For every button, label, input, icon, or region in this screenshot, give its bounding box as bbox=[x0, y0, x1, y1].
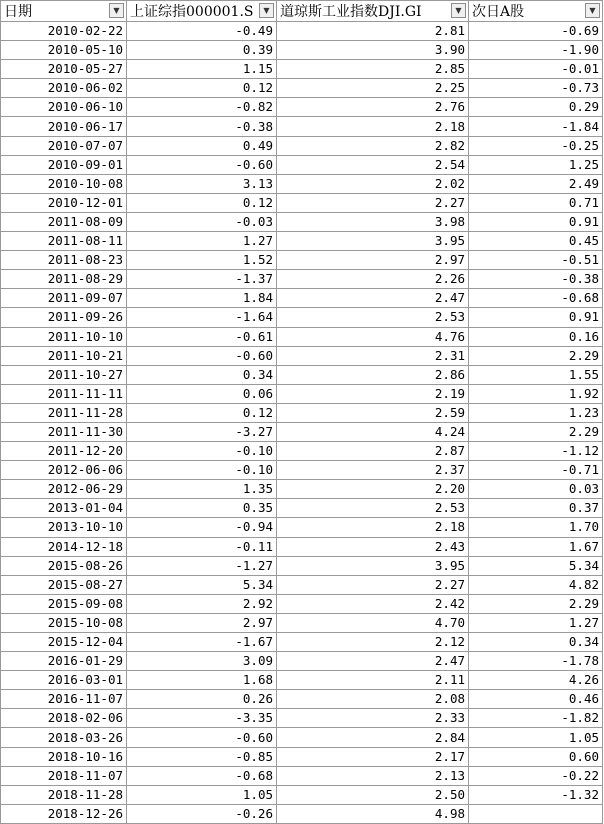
shanghai-composite-cell[interactable]: 1.52 bbox=[127, 251, 277, 270]
dow-jones-cell[interactable]: 2.53 bbox=[277, 308, 469, 327]
date-cell[interactable]: 2018-12-26 bbox=[1, 804, 127, 823]
next-day-a-share-cell[interactable]: 0.03 bbox=[469, 480, 603, 499]
date-cell[interactable]: 2012-06-29 bbox=[1, 480, 127, 499]
date-cell[interactable]: 2011-09-07 bbox=[1, 289, 127, 308]
date-cell[interactable]: 2010-10-08 bbox=[1, 174, 127, 193]
date-cell[interactable]: 2013-10-10 bbox=[1, 518, 127, 537]
next-day-a-share-cell[interactable]: 2.29 bbox=[469, 594, 603, 613]
filter-dropdown-icon[interactable]: ▼ bbox=[585, 3, 600, 18]
dow-jones-cell[interactable]: 2.47 bbox=[277, 289, 469, 308]
next-day-a-share-cell[interactable]: 1.55 bbox=[469, 365, 603, 384]
next-day-a-share-cell[interactable]: 0.16 bbox=[469, 327, 603, 346]
dow-jones-cell[interactable]: 2.85 bbox=[277, 60, 469, 79]
header-row bbox=[1, 1, 603, 22]
next-day-a-share-cell[interactable]: 1.05 bbox=[469, 728, 603, 747]
next-day-a-share-cell[interactable]: 5.34 bbox=[469, 556, 603, 575]
dow-jones-cell[interactable]: 2.31 bbox=[277, 346, 469, 365]
dow-jones-cell[interactable]: 2.37 bbox=[277, 461, 469, 480]
shanghai-composite-cell[interactable]: 3.09 bbox=[127, 652, 277, 671]
table-row bbox=[1, 499, 603, 518]
shanghai-composite-cell[interactable]: 0.26 bbox=[127, 690, 277, 709]
date-cell[interactable]: 2012-06-06 bbox=[1, 461, 127, 480]
shanghai-composite-cell[interactable]: 2.97 bbox=[127, 613, 277, 632]
date-cell[interactable]: 2010-05-27 bbox=[1, 60, 127, 79]
dow-jones-cell[interactable]: 4.70 bbox=[277, 613, 469, 632]
next-day-a-share-cell[interactable]: -0.68 bbox=[469, 289, 603, 308]
next-day-a-share-cell[interactable]: 1.92 bbox=[469, 384, 603, 403]
next-day-a-share-cell[interactable]: 0.71 bbox=[469, 193, 603, 212]
table-row bbox=[1, 212, 603, 231]
shanghai-composite-cell[interactable]: -3.35 bbox=[127, 709, 277, 728]
shanghai-composite-cell[interactable]: -0.60 bbox=[127, 155, 277, 174]
shanghai-composite-cell[interactable]: 0.12 bbox=[127, 193, 277, 212]
table-row bbox=[1, 232, 603, 251]
filter-dropdown-icon[interactable]: ▼ bbox=[259, 3, 274, 18]
dow-jones-cell[interactable]: 2.82 bbox=[277, 136, 469, 155]
shanghai-composite-cell[interactable]: 1.15 bbox=[127, 60, 277, 79]
table-row bbox=[1, 613, 603, 632]
shanghai-composite-cell[interactable]: 5.34 bbox=[127, 575, 277, 594]
date-cell[interactable]: 2011-08-29 bbox=[1, 270, 127, 289]
next-day-a-share-cell[interactable]: 1.23 bbox=[469, 403, 603, 422]
next-day-a-share-cell[interactable]: -1.82 bbox=[469, 709, 603, 728]
shanghai-composite-cell[interactable]: -0.49 bbox=[127, 22, 277, 41]
table-row bbox=[1, 575, 603, 594]
next-day-a-share-cell[interactable]: 1.70 bbox=[469, 518, 603, 537]
dow-jones-cell[interactable]: 2.17 bbox=[277, 747, 469, 766]
next-day-a-share-cell[interactable]: -0.71 bbox=[469, 461, 603, 480]
next-day-a-share-cell[interactable]: -0.73 bbox=[469, 79, 603, 98]
shanghai-composite-cell[interactable]: 0.34 bbox=[127, 365, 277, 384]
shanghai-composite-cell[interactable]: -1.37 bbox=[127, 270, 277, 289]
table-row bbox=[1, 690, 603, 709]
table-row bbox=[1, 289, 603, 308]
date-cell[interactable]: 2018-02-06 bbox=[1, 709, 127, 728]
next-day-a-share-cell[interactable]: 0.45 bbox=[469, 232, 603, 251]
dow-jones-cell[interactable]: 2.27 bbox=[277, 575, 469, 594]
shanghai-composite-cell[interactable]: 1.84 bbox=[127, 289, 277, 308]
shanghai-composite-cell[interactable]: -0.38 bbox=[127, 117, 277, 136]
date-cell[interactable]: 2011-11-30 bbox=[1, 422, 127, 441]
shanghai-composite-cell[interactable]: 1.68 bbox=[127, 671, 277, 690]
table-row bbox=[1, 155, 603, 174]
date-cell[interactable]: 2016-03-01 bbox=[1, 671, 127, 690]
table-row bbox=[1, 117, 603, 136]
dow-jones-cell[interactable]: 2.86 bbox=[277, 365, 469, 384]
dow-jones-cell[interactable]: 2.02 bbox=[277, 174, 469, 193]
column-header-date[interactable] bbox=[1, 1, 127, 22]
table-row bbox=[1, 98, 603, 117]
next-day-a-share-cell[interactable]: -0.38 bbox=[469, 270, 603, 289]
table-row bbox=[1, 22, 603, 41]
dow-jones-cell[interactable]: 2.53 bbox=[277, 499, 469, 518]
table-row bbox=[1, 79, 603, 98]
next-day-a-share-cell[interactable]: 4.82 bbox=[469, 575, 603, 594]
date-cell[interactable]: 2010-06-10 bbox=[1, 98, 127, 117]
date-cell[interactable]: 2011-09-26 bbox=[1, 308, 127, 327]
date-cell[interactable]: 2010-06-02 bbox=[1, 79, 127, 98]
shanghai-composite-cell[interactable]: 0.35 bbox=[127, 499, 277, 518]
dow-jones-cell[interactable]: 2.12 bbox=[277, 633, 469, 652]
date-cell[interactable]: 2011-10-21 bbox=[1, 346, 127, 365]
shanghai-composite-cell[interactable]: -0.82 bbox=[127, 98, 277, 117]
next-day-a-share-cell[interactable]: 0.29 bbox=[469, 98, 603, 117]
dow-jones-cell[interactable]: 2.11 bbox=[277, 671, 469, 690]
next-day-a-share-cell[interactable]: -0.01 bbox=[469, 60, 603, 79]
shanghai-composite-cell[interactable]: -1.27 bbox=[127, 556, 277, 575]
next-day-a-share-cell[interactable]: 0.91 bbox=[469, 212, 603, 231]
filter-dropdown-icon[interactable]: ▼ bbox=[109, 3, 124, 18]
shanghai-composite-cell[interactable]: -0.11 bbox=[127, 537, 277, 556]
column-header-next-day-a-share[interactable] bbox=[469, 1, 603, 22]
shanghai-composite-cell[interactable]: 0.06 bbox=[127, 384, 277, 403]
dow-jones-cell[interactable]: 2.08 bbox=[277, 690, 469, 709]
table-row bbox=[1, 766, 603, 785]
column-header-label: 次日A股 bbox=[472, 4, 525, 20]
shanghai-composite-cell[interactable]: 1.27 bbox=[127, 232, 277, 251]
shanghai-composite-cell[interactable]: -0.68 bbox=[127, 766, 277, 785]
shanghai-composite-cell[interactable]: 0.12 bbox=[127, 403, 277, 422]
next-day-a-share-cell[interactable]: -1.32 bbox=[469, 785, 603, 804]
next-day-a-share-cell[interactable]: 2.29 bbox=[469, 422, 603, 441]
table-row bbox=[1, 747, 603, 766]
date-cell[interactable]: 2015-12-04 bbox=[1, 633, 127, 652]
dow-jones-cell[interactable]: 2.20 bbox=[277, 480, 469, 499]
table-row bbox=[1, 41, 603, 60]
date-cell[interactable]: 2018-11-28 bbox=[1, 785, 127, 804]
shanghai-composite-cell[interactable]: -0.10 bbox=[127, 461, 277, 480]
table-row bbox=[1, 709, 603, 728]
date-cell[interactable]: 2011-11-28 bbox=[1, 403, 127, 422]
table-row bbox=[1, 785, 603, 804]
next-day-a-share-cell[interactable]: 1.67 bbox=[469, 537, 603, 556]
dow-jones-cell[interactable]: 2.76 bbox=[277, 98, 469, 117]
table-row bbox=[1, 671, 603, 690]
shanghai-composite-cell[interactable]: -1.64 bbox=[127, 308, 277, 327]
next-day-a-share-cell[interactable]: -1.12 bbox=[469, 442, 603, 461]
shanghai-composite-cell[interactable]: 3.13 bbox=[127, 174, 277, 193]
shanghai-composite-cell[interactable]: 0.39 bbox=[127, 41, 277, 60]
next-day-a-share-cell[interactable]: 2.49 bbox=[469, 174, 603, 193]
shanghai-composite-cell[interactable]: -0.60 bbox=[127, 728, 277, 747]
dow-jones-cell[interactable]: 2.18 bbox=[277, 117, 469, 136]
next-day-a-share-cell[interactable]: 1.27 bbox=[469, 613, 603, 632]
dow-jones-cell[interactable]: 3.90 bbox=[277, 41, 469, 60]
next-day-a-share-cell[interactable]: 0.37 bbox=[469, 499, 603, 518]
table-row bbox=[1, 728, 603, 747]
date-cell[interactable]: 2010-09-01 bbox=[1, 155, 127, 174]
filter-dropdown-icon[interactable]: ▼ bbox=[451, 3, 466, 18]
table-row bbox=[1, 136, 603, 155]
dow-jones-cell[interactable]: 2.81 bbox=[277, 22, 469, 41]
dow-jones-cell[interactable]: 4.24 bbox=[277, 422, 469, 441]
shanghai-composite-cell[interactable]: -0.26 bbox=[127, 804, 277, 823]
shanghai-composite-cell[interactable]: -0.03 bbox=[127, 212, 277, 231]
dow-jones-cell[interactable]: 3.95 bbox=[277, 556, 469, 575]
table-row bbox=[1, 537, 603, 556]
shanghai-composite-cell[interactable]: -0.10 bbox=[127, 442, 277, 461]
date-cell[interactable]: 2010-05-10 bbox=[1, 41, 127, 60]
dow-jones-cell[interactable]: 2.59 bbox=[277, 403, 469, 422]
column-header-label: 道琼斯工业指数DJI.GI bbox=[280, 4, 422, 20]
dow-jones-cell[interactable]: 2.18 bbox=[277, 518, 469, 537]
table-row bbox=[1, 251, 603, 270]
date-cell[interactable]: 2010-06-17 bbox=[1, 117, 127, 136]
shanghai-composite-cell[interactable]: -0.85 bbox=[127, 747, 277, 766]
next-day-a-share-cell[interactable]: 0.60 bbox=[469, 747, 603, 766]
date-cell[interactable]: 2011-08-23 bbox=[1, 251, 127, 270]
shanghai-composite-cell[interactable]: 0.12 bbox=[127, 79, 277, 98]
dow-jones-cell[interactable]: 2.26 bbox=[277, 270, 469, 289]
table-row bbox=[1, 556, 603, 575]
date-cell[interactable]: 2016-11-07 bbox=[1, 690, 127, 709]
next-day-a-share-cell[interactable]: -1.84 bbox=[469, 117, 603, 136]
date-cell[interactable]: 2011-08-11 bbox=[1, 232, 127, 251]
table-row bbox=[1, 804, 603, 823]
date-cell[interactable]: 2011-11-11 bbox=[1, 384, 127, 403]
date-cell[interactable]: 2015-08-26 bbox=[1, 556, 127, 575]
shanghai-composite-cell[interactable]: -1.67 bbox=[127, 633, 277, 652]
date-cell[interactable]: 2018-11-07 bbox=[1, 766, 127, 785]
date-cell[interactable]: 2014-12-18 bbox=[1, 537, 127, 556]
table-row bbox=[1, 594, 603, 613]
table-row bbox=[1, 174, 603, 193]
table-row bbox=[1, 422, 603, 441]
table-row bbox=[1, 403, 603, 422]
dow-jones-cell[interactable]: 2.50 bbox=[277, 785, 469, 804]
next-day-a-share-cell[interactable]: 0.34 bbox=[469, 633, 603, 652]
table-row bbox=[1, 480, 603, 499]
table-body bbox=[1, 22, 603, 824]
dow-jones-cell[interactable]: 4.76 bbox=[277, 327, 469, 346]
table-row bbox=[1, 384, 603, 403]
dow-jones-cell[interactable]: 2.97 bbox=[277, 251, 469, 270]
date-cell[interactable]: 2015-08-27 bbox=[1, 575, 127, 594]
next-day-a-share-cell[interactable]: -1.90 bbox=[469, 41, 603, 60]
date-cell[interactable]: 2010-02-22 bbox=[1, 22, 127, 41]
dow-jones-cell[interactable]: 2.13 bbox=[277, 766, 469, 785]
next-day-a-share-cell[interactable]: 2.29 bbox=[469, 346, 603, 365]
dow-jones-cell[interactable]: 2.84 bbox=[277, 728, 469, 747]
dow-jones-cell[interactable]: 2.27 bbox=[277, 193, 469, 212]
next-day-a-share-cell[interactable]: -0.69 bbox=[469, 22, 603, 41]
column-header-label: 上证综指000001.S bbox=[130, 4, 254, 20]
shanghai-composite-cell[interactable]: 0.49 bbox=[127, 136, 277, 155]
dow-jones-cell[interactable]: 2.43 bbox=[277, 537, 469, 556]
table-row bbox=[1, 652, 603, 671]
date-cell[interactable]: 2016-01-29 bbox=[1, 652, 127, 671]
shanghai-composite-cell[interactable]: -0.61 bbox=[127, 327, 277, 346]
next-day-a-share-cell[interactable]: -0.22 bbox=[469, 766, 603, 785]
table-row bbox=[1, 270, 603, 289]
date-cell[interactable]: 2010-12-01 bbox=[1, 193, 127, 212]
column-header-label: 日期 bbox=[4, 4, 32, 20]
dow-jones-cell[interactable]: 3.98 bbox=[277, 212, 469, 231]
table-row bbox=[1, 346, 603, 365]
date-cell[interactable]: 2018-03-26 bbox=[1, 728, 127, 747]
column-header-dow-jones[interactable] bbox=[277, 1, 469, 22]
shanghai-composite-cell[interactable]: -3.27 bbox=[127, 422, 277, 441]
next-day-a-share-cell[interactable]: -0.51 bbox=[469, 251, 603, 270]
date-cell[interactable]: 2011-10-10 bbox=[1, 327, 127, 346]
dow-jones-cell[interactable]: 2.19 bbox=[277, 384, 469, 403]
table-row bbox=[1, 60, 603, 79]
table-row bbox=[1, 365, 603, 384]
table-row bbox=[1, 633, 603, 652]
next-day-a-share-cell[interactable]: 4.26 bbox=[469, 671, 603, 690]
shanghai-composite-cell[interactable]: 1.05 bbox=[127, 785, 277, 804]
date-cell[interactable]: 2011-10-27 bbox=[1, 365, 127, 384]
next-day-a-share-cell[interactable]: -0.25 bbox=[469, 136, 603, 155]
dow-jones-cell[interactable]: 2.87 bbox=[277, 442, 469, 461]
next-day-a-share-cell[interactable]: -1.78 bbox=[469, 652, 603, 671]
dow-jones-cell[interactable]: 2.33 bbox=[277, 709, 469, 728]
dow-jones-cell[interactable]: 2.47 bbox=[277, 652, 469, 671]
table-row bbox=[1, 518, 603, 537]
date-cell[interactable]: 2011-12-20 bbox=[1, 442, 127, 461]
date-cell[interactable]: 2015-09-08 bbox=[1, 594, 127, 613]
dow-jones-cell[interactable]: 4.98 bbox=[277, 804, 469, 823]
column-header-shanghai-composite[interactable] bbox=[127, 1, 277, 22]
dow-jones-cell[interactable]: 2.25 bbox=[277, 79, 469, 98]
table-row bbox=[1, 461, 603, 480]
table-header bbox=[1, 1, 603, 22]
dow-jones-cell[interactable]: 3.95 bbox=[277, 232, 469, 251]
date-cell[interactable]: 2018-10-16 bbox=[1, 747, 127, 766]
table-row bbox=[1, 193, 603, 212]
dow-jones-cell[interactable]: 2.54 bbox=[277, 155, 469, 174]
table-row bbox=[1, 327, 603, 346]
next-day-a-share-cell[interactable]: 0.91 bbox=[469, 308, 603, 327]
shanghai-composite-cell[interactable]: -0.94 bbox=[127, 518, 277, 537]
next-day-a-share-cell[interactable]: 0.46 bbox=[469, 690, 603, 709]
table-row bbox=[1, 308, 603, 327]
shanghai-composite-cell[interactable]: -0.60 bbox=[127, 346, 277, 365]
date-cell[interactable]: 2013-01-04 bbox=[1, 499, 127, 518]
shanghai-composite-cell[interactable]: 1.35 bbox=[127, 480, 277, 499]
next-day-a-share-cell[interactable] bbox=[469, 804, 603, 823]
table-row bbox=[1, 442, 603, 461]
date-cell[interactable]: 2015-10-08 bbox=[1, 613, 127, 632]
shanghai-composite-cell[interactable]: 2.92 bbox=[127, 594, 277, 613]
next-day-a-share-cell[interactable]: 1.25 bbox=[469, 155, 603, 174]
date-cell[interactable]: 2010-07-07 bbox=[1, 136, 127, 155]
dow-jones-cell[interactable]: 2.42 bbox=[277, 594, 469, 613]
date-cell[interactable]: 2011-08-09 bbox=[1, 212, 127, 231]
